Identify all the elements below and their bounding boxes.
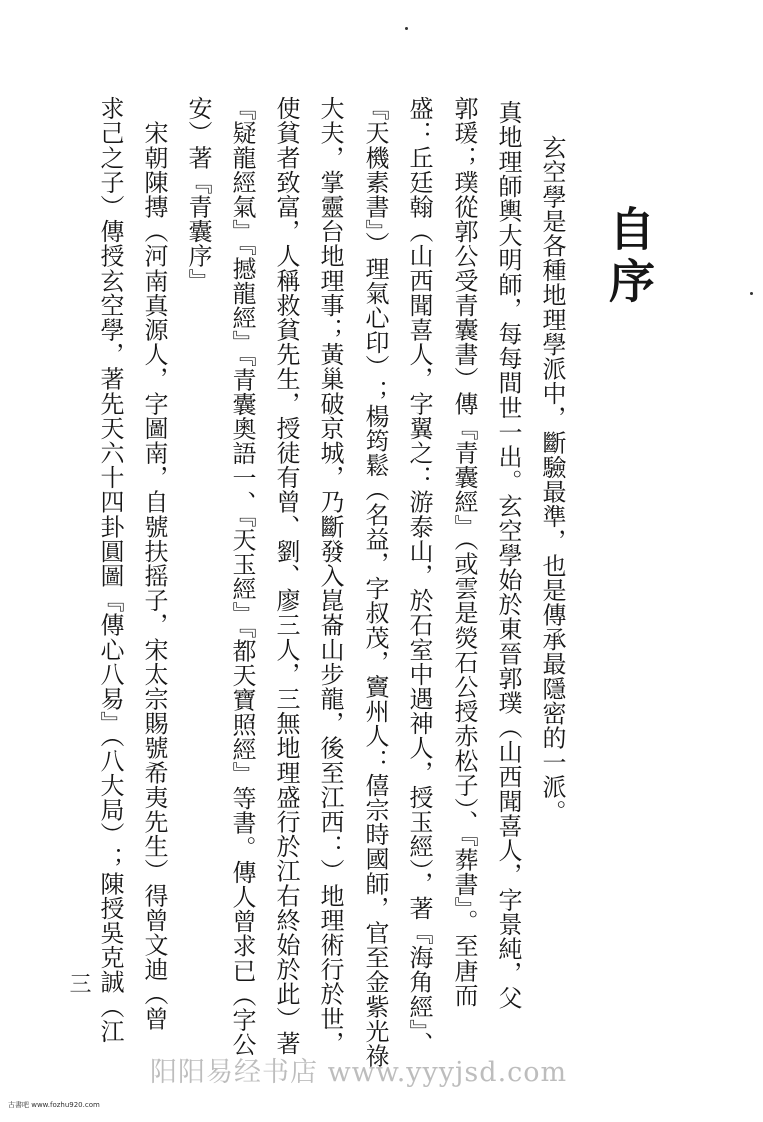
text-column-3: 郭瑗；璞從郭公受青囊書）傳『青囊經』（或雲是熒石公授赤松子）、『葬書』。至唐而 (450, 96, 478, 1008)
text-column-5: 『天機素書』）理氣心印）；楊筠鬆（名益，字叔茂，竇州人：僖宗時國師，官至金紫光祿 (361, 96, 389, 1068)
page-title: 自序 (602, 205, 656, 309)
watermark: 阳阳易经书店 www.yyyjsd.com (150, 1057, 568, 1088)
text-column-9: 安）著『青囊序』 (184, 96, 212, 293)
text-column-11: 求己之子）傳授玄空學，著先天六十四卦圓圖『傳心八易』（八大局）；陳授吳克誠（江 (96, 96, 124, 1044)
text-column-2: 真地理師輿大明師，每每間世一出。玄空學始於東晉郭璞（山西聞喜人，字景純，父 (494, 100, 522, 1011)
text-column-8: 『疑龍經氣』『撼龍經』『青囊奧語一、『天玉經』『都天寶照經』等書。傳人曾求已（字公 (228, 96, 256, 1057)
text-column-4: 盛：丘廷翰（山西聞喜人，字翼之：游泰山，於石室中遇神人，授玉經），著『海角經』、 (405, 96, 433, 1056)
scan-speck (405, 27, 408, 30)
scan-speck (750, 292, 753, 295)
page-number: 三 (66, 972, 91, 994)
footer-source: 古書吧 www.fozhu920.com (8, 1101, 100, 1109)
text-column-6: 大夫，掌靈台地理事；黃巢破京城，乃斷發入崑崙山步龍，後至江西：）地理術行於世， (316, 96, 344, 1056)
text-column-10: 宋朝陳摶（河南真源人，字圖南，自號扶摇子，宋太宗賜號希夷先生）得曾文迪（曾 (140, 96, 168, 1031)
text-column-1: 玄空學是各種地理學派中，斷驗最準，也是傳承最隱密的一派。 (538, 135, 566, 824)
text-column-7: 使貧者致富，人稱救貧先生，授徒有曾、劉、廖三人，三無地理盛行於江右終始於此）著 (272, 96, 300, 1056)
